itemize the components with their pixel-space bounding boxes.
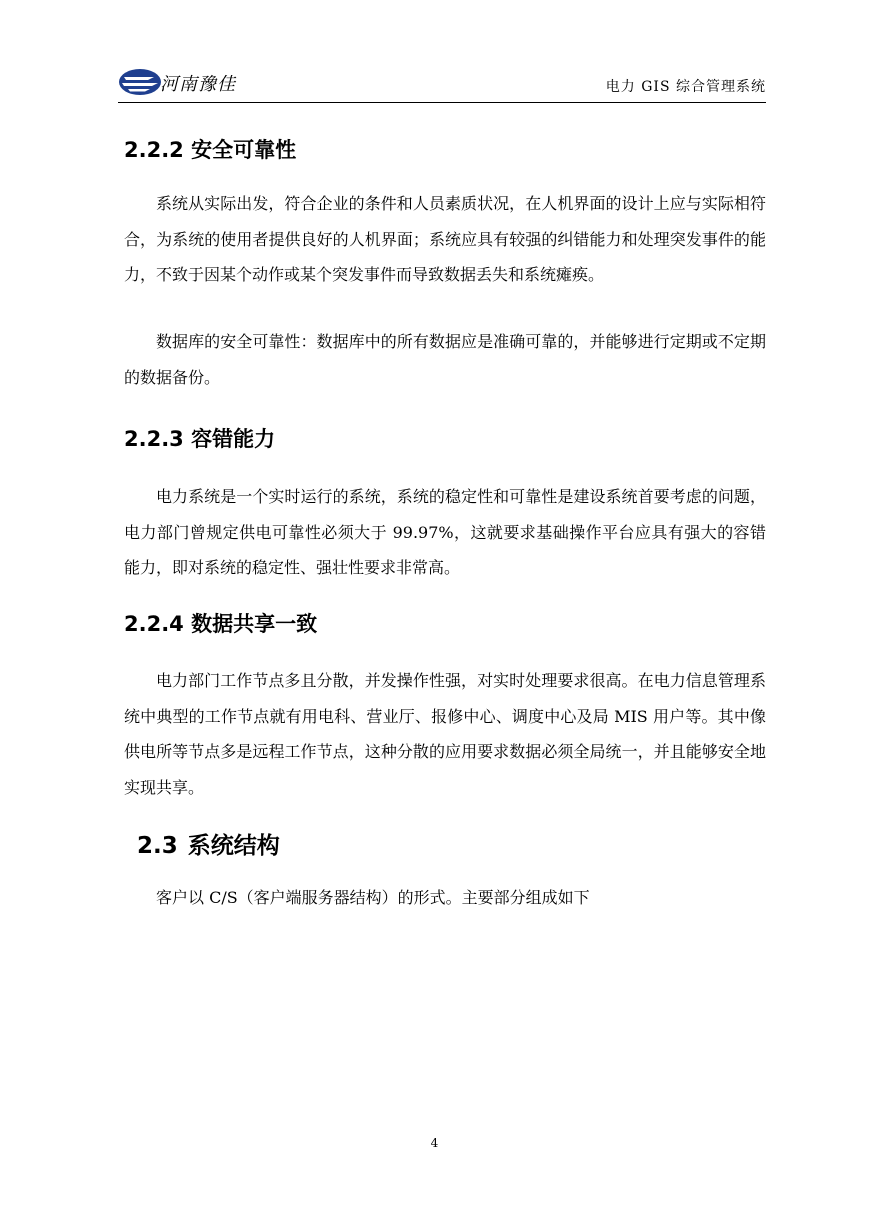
section-heading-2-2-4 [124,608,317,638]
paragraph: 电力系统是一个实时运行的系统，系统的稳定性和可靠性是建设系统首要考虑的问题，电力部门曾规定供电可靠性必须大于 99.97%，这就要求基础操作平台应具有强大的容错能力，即对系统的稳定性、强壮性要求非常高。 [124,487,766,577]
header-divider [118,102,766,103]
page-header [118,62,766,102]
document-title: 电力 GIS 综合管理系统 [605,79,766,95]
section-number: 2.2.4 [124,612,184,636]
section-title: 容错能力 [191,427,276,451]
section-title: 系统结构 [187,833,280,859]
section-title: 安全可靠性 [191,138,297,162]
paragraph: 系统从实际出发，符合企业的条件和人员素质状况，在人机界面的设计上应与实际相符合，为系统的使用者提供良好的人机界面；系统应具有较强的纠错能力和处理突发事件的能力，不致于因某个动作或某个突发事件而导致数据丢失和系统瘫痪。 [124,194,766,284]
paragraph: 数据库的安全可靠性：数据库中的所有数据应是准确可靠的，并能够进行定期或不定期的数据备份。 [124,332,766,387]
company-logo-icon [118,66,162,98]
paragraph: 电力部门工作节点多且分散，并发操作性强，对实时处理要求很高。在电力信息管理系统中典型的工作节点就有用电科、营业厅、报修中心、调度中心及局 MIS 用户等。其中像供电所等节点多是远程工作节点，这种分散的应用要求数据必须全局统一，并且能够安全地实现共享。 [124,671,766,797]
section-heading-2-3 [137,827,280,860]
section-number: 2.2.3 [124,427,184,451]
section-heading-2-2-3 [124,423,275,453]
section-title: 数据共享一致 [191,612,318,636]
page-number: 4 [430,1136,439,1150]
section-number: 2.3 [137,833,178,859]
section-heading-2-2-2 [124,134,296,164]
paragraph: 客户以 C/S（客户端服务器结构）的形式。主要部分组成如下 [156,888,590,907]
company-logo [118,66,238,98]
company-name: 河南豫佳 [160,74,236,95]
section-number: 2.2.2 [124,138,184,162]
